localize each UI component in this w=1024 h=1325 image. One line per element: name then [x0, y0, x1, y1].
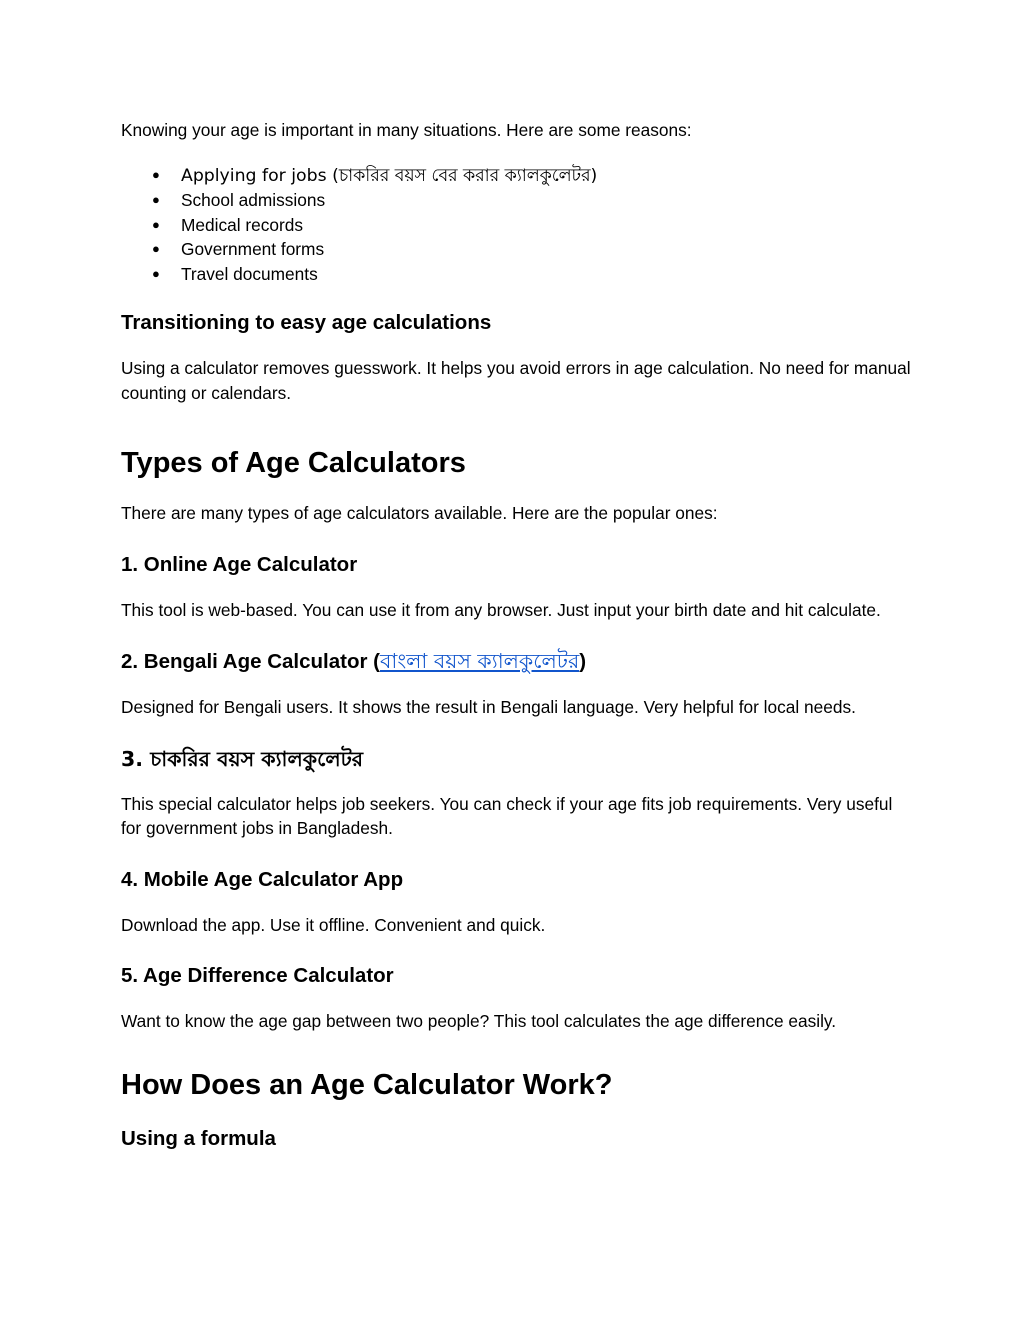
- type-4-description: Download the app. Use it offline. Convenient and quick.: [121, 914, 546, 935]
- list-item: ● Medical records: [121, 213, 914, 238]
- formula-subheading: Using a formula: [121, 1126, 276, 1150]
- reasons-list: [121, 163, 914, 287]
- transition-heading: Transitioning to easy age calculations: [121, 311, 492, 334]
- type-2-title: 2. Bengali Age Calculator (বাংলা বয়স ক্যালকুলেটর): [121, 649, 587, 673]
- type-1-title: 1. Online Age Calculator: [121, 552, 358, 576]
- type-5-title: 5. Age Difference Calculator: [121, 964, 394, 987]
- bengali-calculator-link[interactable]: বাংলা বয়স ক্যালকুলেটর: [379, 649, 580, 673]
- type-3-title: 3. চাকরির বয়স ক্যালকুলেটর: [121, 746, 364, 771]
- intro-paragraph: Knowing your age is important in many situations. Here are some reasons:: [121, 120, 692, 140]
- list-item: ● Government forms: [121, 237, 914, 262]
- types-intro: There are many types of age calculators available. Here are the popular ones:: [121, 503, 718, 523]
- type-1-description: This tool is web-based. You can use it from any browser. Just input your birth date and hit calculate.: [121, 599, 881, 620]
- type-2-description: Designed for Bengali users. It shows the result in Bengali language. Very helpful for local needs.: [121, 697, 856, 717]
- bullet-icon: ●: [152, 241, 160, 256]
- how-heading: How Does an Age Calculator Work?: [121, 1068, 613, 1101]
- type-4-title: 4. Mobile Age Calculator App: [121, 867, 404, 891]
- type-3-description: This special calculator helps job seekers. You can check if your age fits job requirements. Very useful for government jobs in Bangladesh.: [121, 793, 893, 838]
- bullet-icon: ●: [152, 216, 160, 232]
- bullet-icon: ●: [152, 166, 160, 182]
- types-heading: Types of Age Calculators: [121, 447, 466, 479]
- bullet-icon: ●: [152, 192, 160, 207]
- list-item: ● Applying for jobs (চাকরির বয়স বের করার ক্যালকুলেটর): [121, 163, 914, 189]
- bullet-icon: ●: [152, 265, 160, 281]
- transition-paragraph: Using a calculator removes guesswork. It helps you avoid errors in age calculation. No need for manual counting or calendars.: [121, 358, 911, 403]
- type-5-description: Want to know the age gap between two people? This tool calculates the age difference easily.: [121, 1011, 837, 1031]
- list-item: ● Travel documents: [121, 262, 914, 287]
- list-item: ● School admissions: [121, 188, 914, 213]
